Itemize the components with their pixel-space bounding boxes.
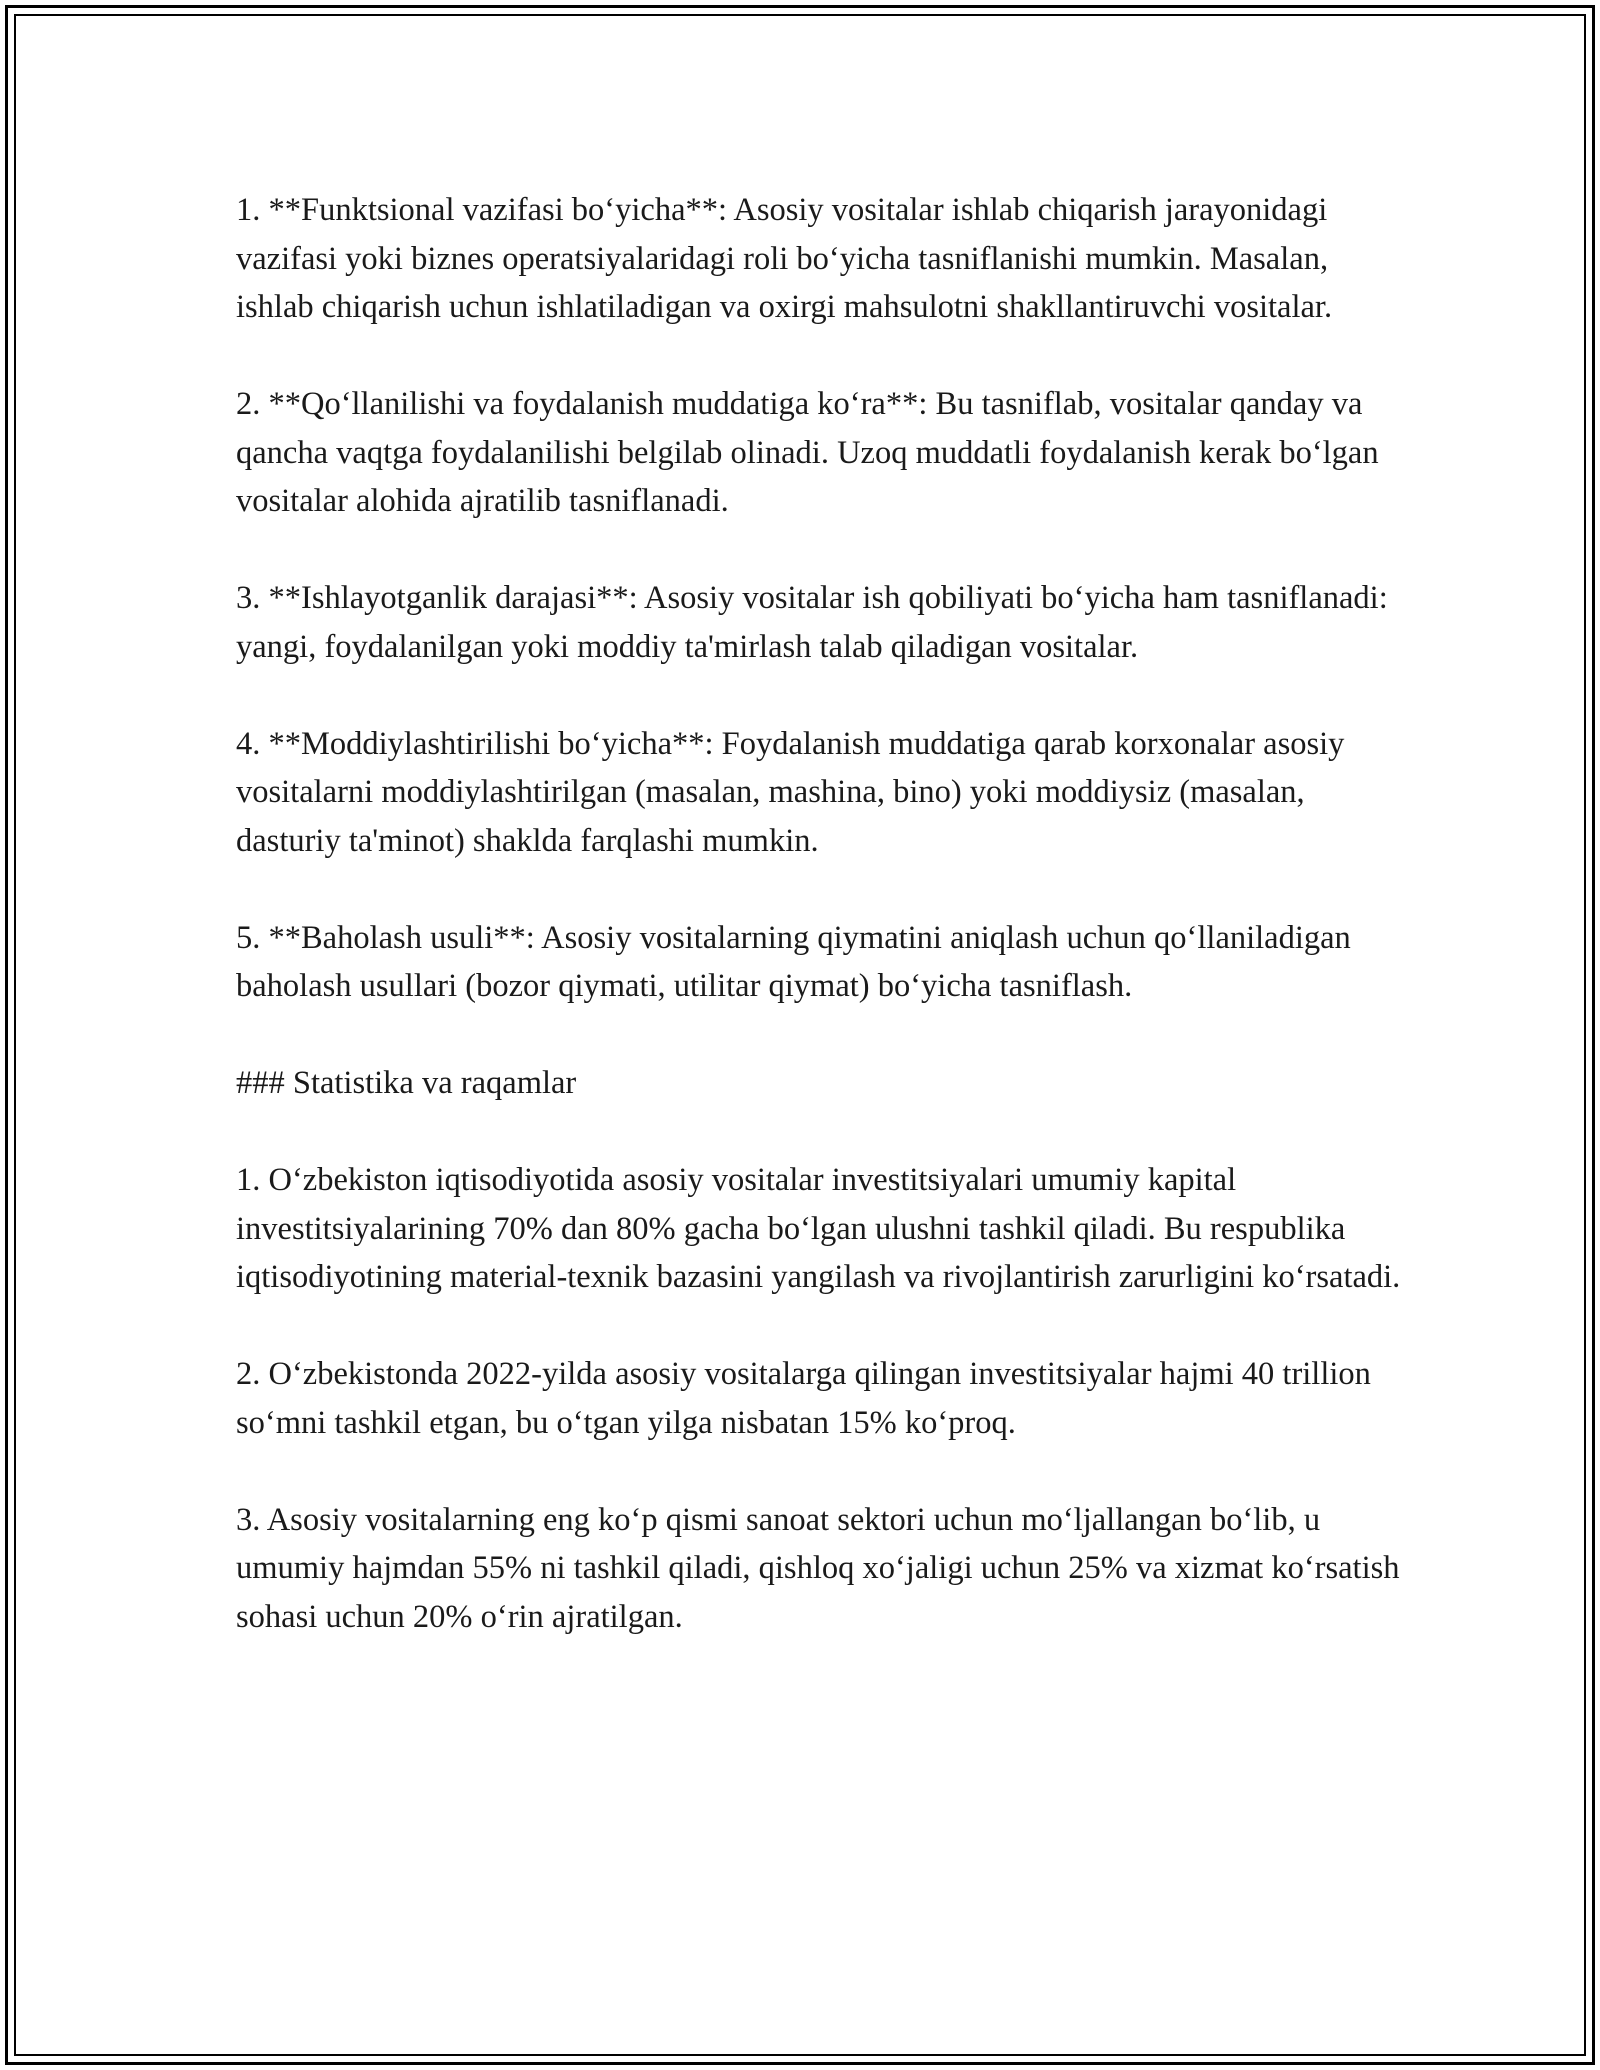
section-heading: ### Statistika va raqamlar — [236, 1065, 577, 1101]
statistics-item-2: 2. O‘zbekistonda 2022-yilda asosiy vositalarga qilingan investitsiyalar hajmi 40 trillion so‘mni tashkil etgan, bu o‘tgan yilga nisbatan 15% ko‘proq. — [236, 1356, 1371, 1441]
classification-item-3: 3. **Ishlayotganlik darajasi**: Asosiy vositalar ish qobiliyati bo‘yicha ham tasniflanadi: yangi, foydalanilgan yoki moddiy ta'mirlash talab qiladigan vositalar. — [236, 580, 1388, 665]
classification-item-1: 1. **Funktsional vazifasi bo‘yicha**: Asosiy vositalar ishlab chiqarish jarayonidagi vazifasi yoki biznes operatsiyalaridagi roli bo‘yicha tasniflanishi mumkin. Masalan, ishlab chiqarish uchun ishlatiladigan va oxirgi mahsulotni shakllantiruvchi vositalar. — [236, 192, 1333, 325]
classification-item-5: 5. **Baholash usuli**: Asosiy vositalarning qiymatini aniqlash uchun qo‘llaniladigan baholash usullari (bozor qiymati, utilitar qiymat) bo‘yicha tasniflash. — [236, 919, 1351, 1004]
statistics-item-1: 1. O‘zbekiston iqtisodiyotida asosiy vositalar investitsiyalari umumiy kapital investitsiyalarining 70% dan 80% gacha bo‘lgan ulushni tashkil qiladi. Bu respublika iqtisodiyotining material-texnik bazasini yangilash va rivojlantirish zarurligini ko‘rsatadi. — [236, 1162, 1401, 1295]
classification-item-2: 2. **Qo‘llanilishi va foydalanish muddatiga ko‘ra**: Bu tasniflab, vositalar qanday va qancha vaqtga foydalanilishi belgilab olinadi. Uzoq muddatli foydalanish kerak bo‘lgan vositalar alohida ajratilib tasniflanadi. — [236, 386, 1379, 519]
statistics-item-3: 3. Asosiy vositalarning eng ko‘p qismi sanoat sektori uchun mo‘ljallangan bo‘lib, u umumiy hajmdan 55% ni tashkil qiladi, qishloq xo‘jaligi uchun 25% va xizmat ko‘rsatish sohasi uchun 20% o‘rin ajratilgan. — [236, 1501, 1400, 1635]
document-body — [236, 186, 1406, 1641]
classification-item-4: 4. **Moddiylashtirilishi bo‘yicha**: Foydalanish muddatiga qarab korxonalar asosiy vositalarni moddiylashtirilgan (masalan, mashina, bino) yoki moddiysiz (masalan, dasturiy ta'minot) shaklda farqlashi mumkin. — [236, 725, 1345, 859]
